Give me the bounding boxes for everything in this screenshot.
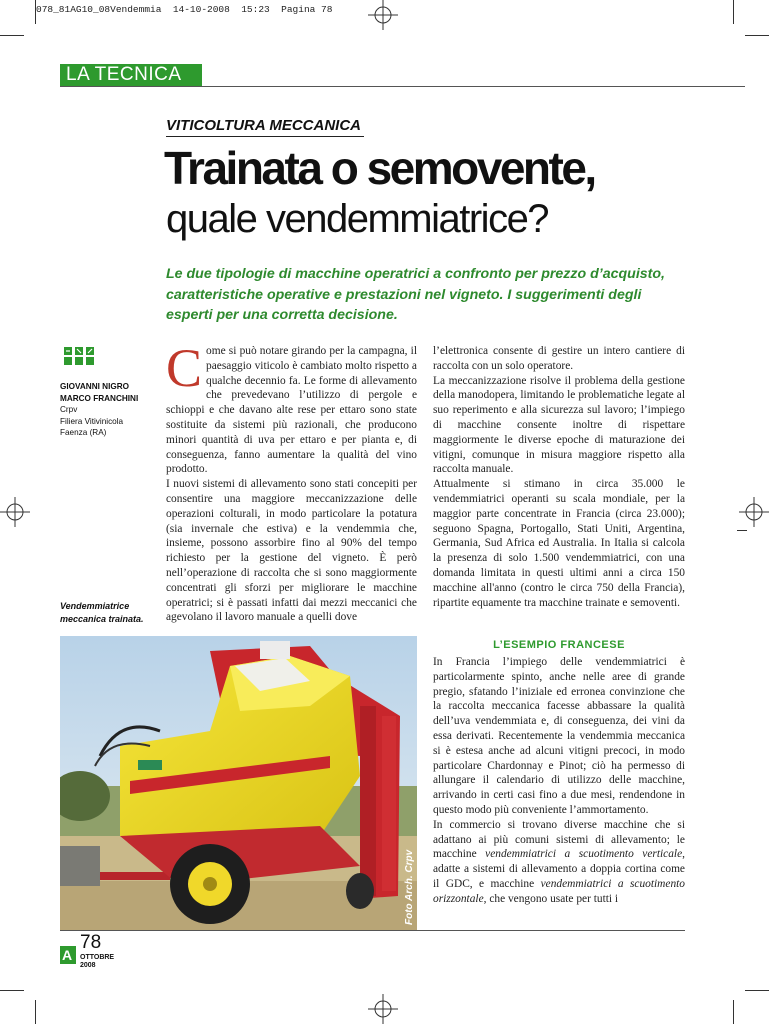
body-text-italic: vendemmiatrici a scuotimento orizzontale bbox=[433, 877, 685, 905]
crop-mark bbox=[0, 990, 24, 991]
section-rule bbox=[60, 86, 745, 87]
crop-mark bbox=[0, 35, 24, 36]
body-paragraph: La meccanizzazione risolve il problema della gestione della manodopera, limitando le problematiche legate al suo reperimento e alla sicurezza sul lavoro; l’impiego di macchine consente inoltre di rispettare maggiormente le diverse epoche di maturazione dei vitigni, comunque in misura maggiore rispetto alla raccolta manuale. bbox=[433, 374, 685, 476]
body-column-1 bbox=[166, 338, 417, 625]
body-text-italic: vendemmiatrici a scuotimento verticale bbox=[485, 848, 683, 861]
body-text: , adatte a sistemi di allevamento a doppia cortina come il GDC, e macchine bbox=[433, 848, 685, 890]
body-column-3 bbox=[433, 655, 685, 907]
caption-line: Vendemmiatrice bbox=[60, 601, 130, 611]
author-credits bbox=[60, 381, 138, 439]
author-affiliation: Crpv bbox=[60, 405, 78, 414]
page-number: 78 bbox=[80, 932, 102, 953]
body-paragraph: l’elettronica consente di gestire un intero cantiere di raccolta con un solo operatore. bbox=[433, 345, 685, 372]
caption-line: meccanica trainata. bbox=[60, 614, 144, 624]
body-text: , che vengono usate per tutti i bbox=[483, 892, 619, 905]
print-slug: 078_81AG10_08Vendemmia 14-10-2008 15:23 Pagina 78 bbox=[36, 4, 333, 15]
grape-harvester-illustration bbox=[60, 636, 417, 930]
page-title: Trainata o semovente, bbox=[164, 142, 595, 194]
photo-caption bbox=[60, 600, 144, 626]
registration-mark-icon bbox=[0, 497, 30, 527]
crpv-logo-icon bbox=[62, 344, 96, 370]
crop-mark bbox=[737, 530, 747, 531]
subheading: L’ESEMPIO FRANCESE bbox=[493, 639, 625, 651]
body-paragraph bbox=[433, 818, 685, 907]
section-label: LA TECNICA bbox=[66, 64, 182, 85]
crop-mark bbox=[745, 35, 769, 36]
magazine-logo-letter: A bbox=[62, 947, 73, 963]
author-affiliation: Filiera Vitivinicola bbox=[60, 416, 124, 426]
page-subtitle: quale vendemmiatrice? bbox=[166, 197, 549, 241]
body-paragraph: In Francia l’impiego delle vendemmiatrici è particolarmente spinto, anche nelle aree di grande pregio, sfatando l’iniziale ed erronea convinzione che la raccolta meccanica facesse abbassare la qualità dell’uva vendemmiata e, di conseguenza, dei vini da essa derivati. Recentemente la vendemmia meccanica si è estesa anche ad alcuni vitigni precoci, in modo particolare Chardonnay e Pinot; ciò ha permesso di allungare il calendario di utilizzo delle macchine, arrivando in certi casi fino a due mesi, rendendone in questo modo più conveniente l’ammortamento. bbox=[433, 656, 685, 816]
crop-mark bbox=[733, 0, 734, 24]
harvester-photo bbox=[60, 636, 417, 930]
body-text: In commercio si trovano diverse macchine che si adattano ai più comuni sistemi di allevamento; le macchine bbox=[433, 818, 685, 861]
registration-mark-icon bbox=[739, 497, 769, 527]
author-name: MARCO FRANCHINI bbox=[60, 393, 139, 403]
kicker: VITICOLTURA MECCANICA bbox=[166, 117, 361, 134]
lead-paragraph: Le due tipologie di macchine operatrici a confronto per prezzo d’acquisto, caratteristiche operative e prestazioni nel vigneto. I suggerimenti degli esperti per una corretta decisione. bbox=[166, 266, 665, 323]
issue-date bbox=[80, 954, 114, 970]
author-affiliation: Faenza (RA) bbox=[60, 428, 107, 437]
issue-month: OTTOBRE bbox=[80, 954, 115, 961]
author-name: GIOVANNI NIGRO bbox=[60, 382, 129, 391]
crop-mark bbox=[745, 990, 769, 991]
body-paragraph bbox=[166, 338, 417, 477]
body-paragraph: Attualmente si stimano in circa 35.000 le vendemmiatrici operanti su scala mondiale, per la maggior parte concentrate in Francia (circa 23.000); seguono Spagna, Portogallo, Stati Uniti, Argentina, Germania, Sud Africa ed Australia. In Italia si calcola la presenza di solo 1.500 vendemmiatrici, con una domanda limitata in questi ultimi anni a circa 150 macchine all'anno (contro le circa 750 della Francia), ripartite equamente tra macchine trainate e semoventi. bbox=[433, 478, 685, 609]
body-paragraph: I nuovi sistemi di allevamento sono stati concepiti per consentire una maggiore meccanizzazione delle operazioni colturali, in modo particolare la potatura (sia invernale che estiva) e la vendemmia che, insieme, possono assorbire fino al 90% del tempo richiesto per la gestione del vigneto. È però nell’operazione di raccolta che si sono maggiormente concentrati gli sforzi per migliorare le macchine operatrici; si è passati infatti dai mezzi meccanici che agevolano il lavoro manuale a quelli dove bbox=[166, 478, 417, 624]
crop-mark bbox=[733, 1000, 734, 1024]
kicker-underline bbox=[166, 136, 364, 137]
body-column-2 bbox=[433, 344, 685, 610]
footer-rule bbox=[60, 930, 685, 931]
body-text: ome si può notare girando per la campagna, il paesaggio viticolo è cambiato molto rispetto a qualche decennio fa. Le forme di allevamento che prevedevano l’utilizzo di pergole e schioppi e che davano alte rese per ettaro sono state sostituite da sistemi più razionali, che producono minori quantità di uva per ettaro e per pianta e, di conseguenza, fanno aumentare la qualità del vino prodotto. bbox=[166, 345, 417, 476]
crop-mark bbox=[35, 1000, 36, 1024]
registration-mark-icon bbox=[368, 0, 398, 30]
crop-mark bbox=[35, 0, 36, 24]
registration-mark-icon bbox=[368, 994, 398, 1024]
drop-cap: C bbox=[166, 338, 203, 398]
photo-credit: Foto Arch. Crpv bbox=[404, 849, 415, 925]
issue-year: 2008 bbox=[80, 962, 96, 969]
